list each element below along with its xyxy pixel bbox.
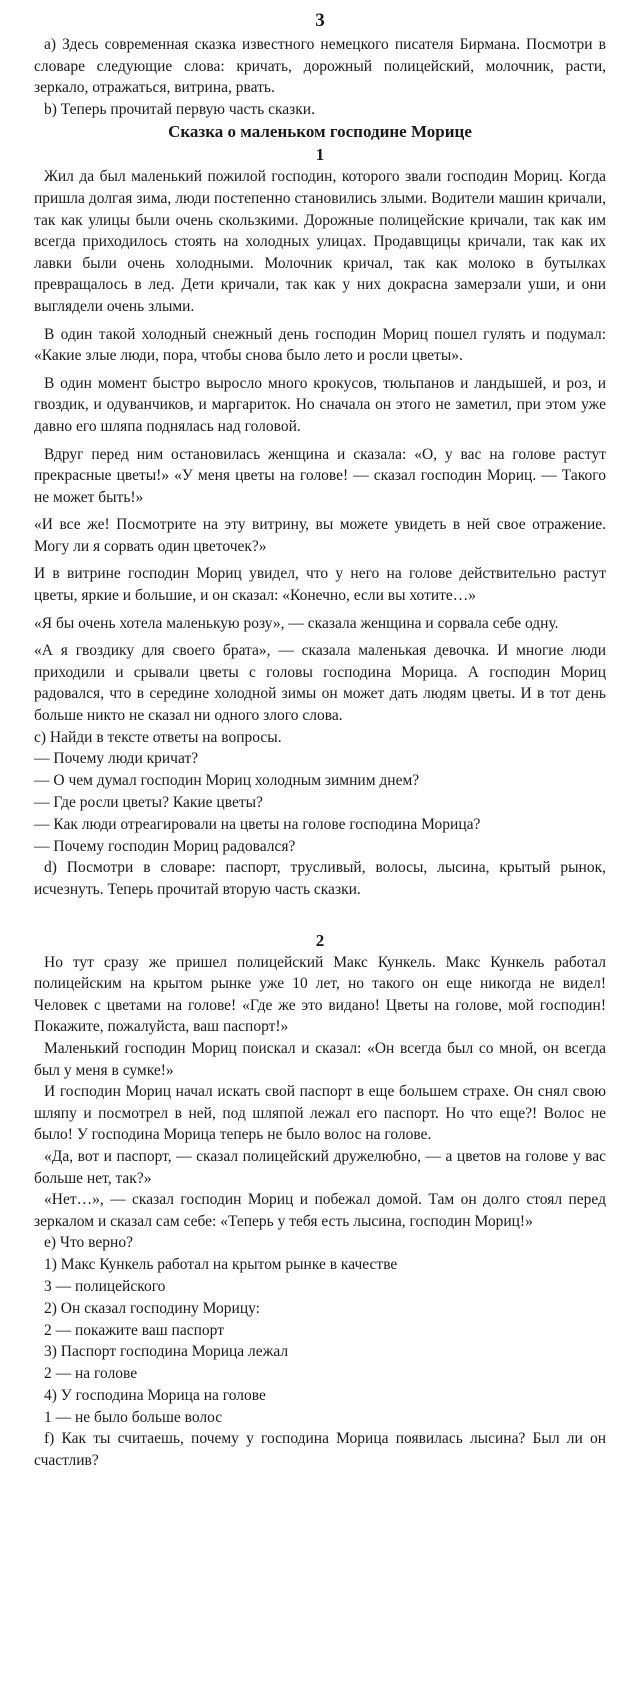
question: — Где росли цветы? Какие цветы? bbox=[34, 794, 263, 812]
paragraph: «Да, вот и паспорт, — сказал полицейский дружелюбно, — а цветов на голове у вас больше нет, так?» bbox=[34, 1147, 606, 1187]
task-c: c) Найди в тексте ответы на вопросы. bbox=[34, 728, 282, 746]
task-a: a) Здесь современная сказка известного немецкого писателя Бирмана. Посмотри в словаре следующие слова: кричать, дорожный полицейский, молочник, расти, зеркало, отражаться, витрина, рвать. bbox=[34, 36, 606, 97]
question: — Почему господин Мориц радовался? bbox=[34, 837, 296, 855]
answer-line: 2) Он сказал господину Морицу: bbox=[44, 1299, 260, 1317]
paragraph: Вдруг перед ним остановилась женщина и сказала: «О, у вас на голове растут прекрасные цветы!» «У меня цветы на голове! — сказал господин Мориц. — Такого не может быть!» bbox=[34, 445, 606, 506]
paragraph: И господин Мориц начал искать свой паспорт в еще большем страхе. Он снял свою шляпу и посмотрел в ней, под шляпой лежал его паспорт. Но что еще?! Волос не было! У господина Морица теперь не было волос на голове. bbox=[34, 1083, 606, 1144]
paragraph: И в витрине господин Мориц увидел, что у него на голове действительно растут цветы, яркие и большие, и он сказал: «Конечно, если вы хотите…» bbox=[34, 565, 606, 605]
answer-line: 1 — не было больше волос bbox=[44, 1408, 223, 1426]
part-1-text bbox=[34, 166, 606, 726]
part-2-text bbox=[34, 952, 606, 1233]
paragraph: Маленький господин Мориц поискал и сказал: «Он всегда был со мной, он всегда был у меня в сумке!» bbox=[34, 1039, 606, 1079]
page-number: 3 bbox=[315, 10, 325, 31]
paragraph: В один момент быстро выросло много крокусов, тюльпанов и ландышей, и роз, и гвоздик, и одуванчиков, и маргариток. Но сначала он этого не заметил, при этом уже давно его шляпа поднялась над головой. bbox=[34, 374, 606, 435]
task-f: f) Как ты считаешь, почему у господина Морица появилась лысина? Был ли он счастлив? bbox=[34, 1430, 606, 1470]
question: — Почему люди кричат? bbox=[34, 750, 199, 768]
answer-list bbox=[34, 1254, 606, 1428]
answer-line: 2 — покажите ваш паспорт bbox=[44, 1321, 224, 1339]
part-2-number: 2 bbox=[315, 930, 325, 950]
paragraph: В один такой холодный снежный день господин Мориц пошел гулять и подумал: «Какие злые люди, пора, чтобы снова было лето и росли цветы». bbox=[34, 325, 606, 365]
paragraph: Но тут сразу же пришел полицейский Макс Кункель. Макс Кункель работал полицейским на крытом рынке уже 10 лет, но такого он еще никогда не видел! Человек с цветами на голове! «Где же это видано! Цветы на голове, мой господин! Покажите, пожалуйста, ваш паспорт!» bbox=[34, 953, 606, 1036]
paragraph: «И все же! Посмотрите на эту витрину, вы можете увидеть в ней свое отражение. Могу ли я сорвать один цветочек?» bbox=[34, 516, 606, 555]
answer-line: 3) Паспорт господина Морица лежал bbox=[44, 1343, 289, 1361]
task-e: e) Что верно? bbox=[44, 1234, 133, 1252]
story-title: Сказка о маленьком господине Морице bbox=[168, 122, 472, 142]
question-list bbox=[34, 748, 606, 857]
paragraph: «Я бы очень хотела маленькую розу», — сказала женщина и сорвала себе одну. bbox=[34, 614, 559, 632]
answer-line: 2 — на голове bbox=[44, 1365, 138, 1383]
answer-line: 1) Макс Кункель работал на крытом рынке в качестве bbox=[44, 1256, 398, 1274]
textbook-page bbox=[34, 8, 606, 1472]
answer-line: 3 — полицейского bbox=[44, 1277, 166, 1295]
paragraph: «А я гвоздику для своего брата», — сказала маленькая девочка. И многие люди приходили и срывали цветы с головы господина Морица. А господин Мориц радовался, что в середине холодной зимы он может дать людям цветы. И в тот день больше никто не сказал ни одного злого слова. bbox=[34, 642, 606, 725]
question: — О чем думал господин Мориц холодным зимним днем? bbox=[34, 772, 420, 790]
task-d: d) Посмотри в словаре: паспорт, трусливый, волосы, лысина, крытый рынок, исчезнуть. Теперь прочитай вторую часть сказки. bbox=[34, 859, 606, 898]
answer-line: 4) У господина Морица на голове bbox=[44, 1386, 266, 1404]
paragraph: «Нет…», — сказал господин Мориц и побежал домой. Там он долго стоял перед зеркалом и сказал сам себе: «Теперь у тебя есть лысина, господин Мориц!» bbox=[34, 1191, 606, 1230]
task-b: b) Теперь прочитай первую часть сказки. bbox=[44, 100, 315, 118]
part-1-number: 1 bbox=[315, 145, 325, 165]
paragraph: Жил да был маленький пожилой господин, которого звали господин Мориц. Когда пришла долгая зима, люди постепенно становились злыми. Водители машин кричали, так как улицы были очень скользкими. Дорожные полицейские кричали, так как им всегда приходилось стоять на холодных улицах. Продавщицы кричали, так как их лавки были очень холодными. Молочник кричал, так как молоко в бутылках превращалось в лед. Дети кричали, так как у них докрасна замерзали уши, и они выглядели очень злыми. bbox=[34, 168, 606, 315]
question: — Как люди отреагировали на цветы на голове господина Морица? bbox=[34, 815, 481, 833]
